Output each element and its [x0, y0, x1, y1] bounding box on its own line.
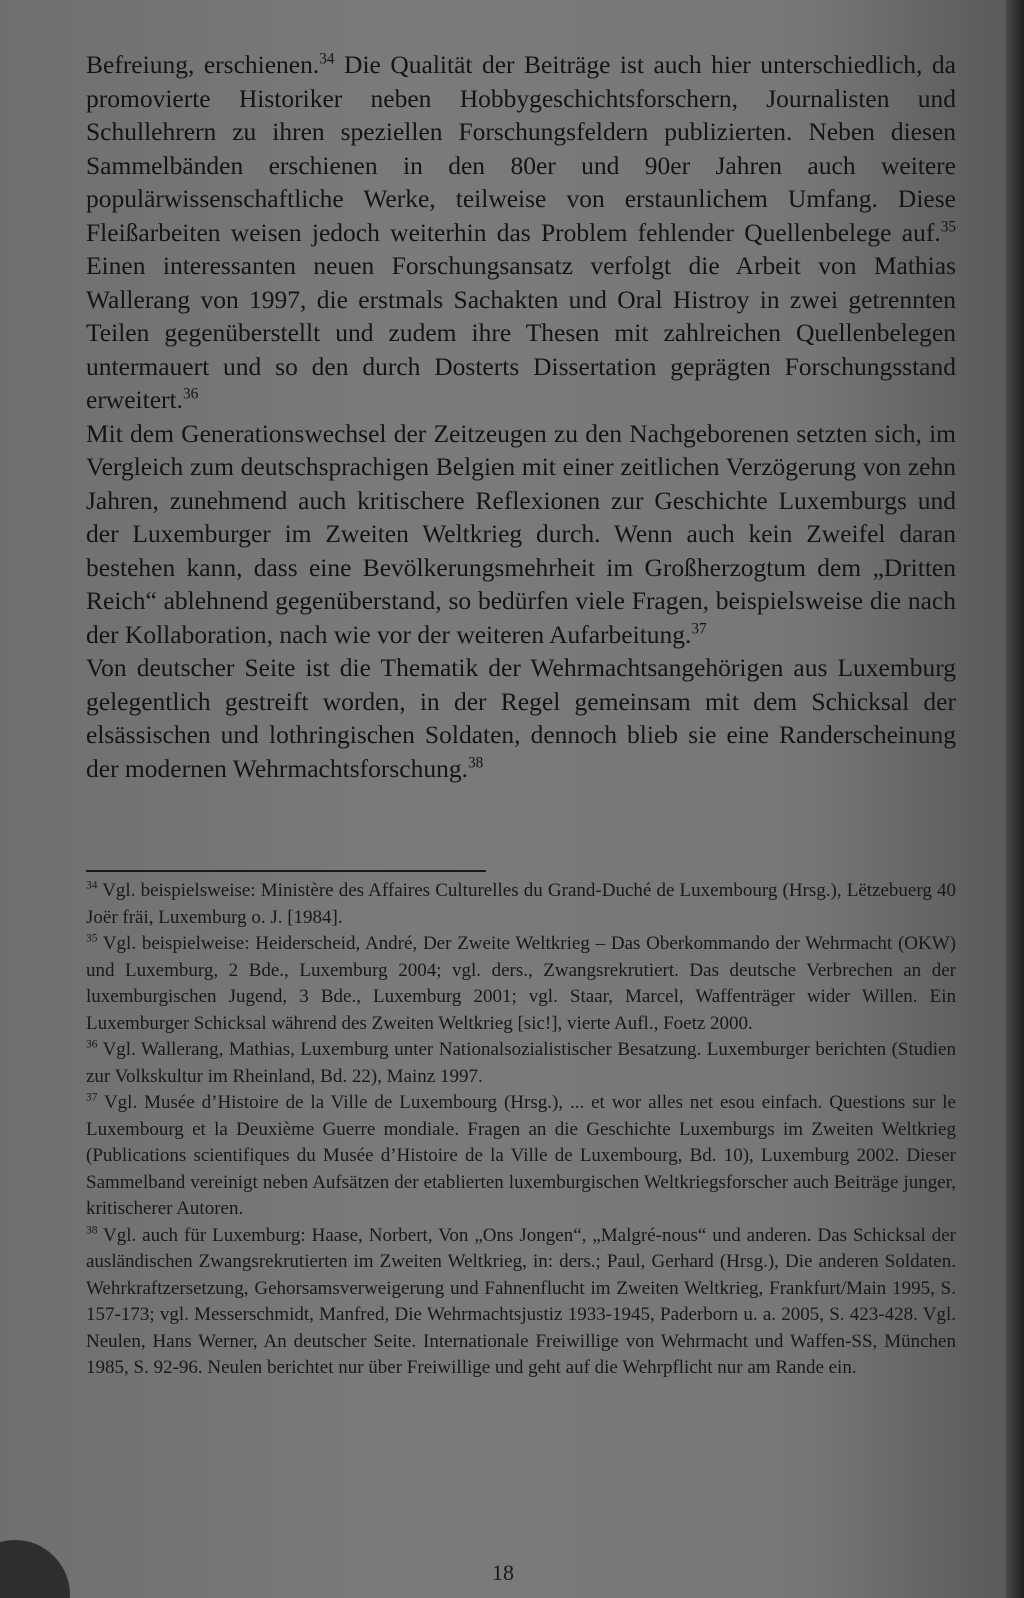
paragraph-text: Mit dem Generationswechsel der Zeitzeugen zu den Nachgeborenen setzten sich, im Vergleich zum deutschsprachigen Belgien mit einer zeitlichen Verzögerung von zehn Jahren, zunehmend auch kritischere Reflexionen zur Geschichte Luxemburgs und der Luxemburger im Zweiten Weltkrieg durch. Wenn auch kein Zweifel daran bestehen kann, dass eine Bevölkerungsmehrheit im Großherzogtum dem „Dritten Reich“ ablehnend gegenüberstand, so bedürfen viele Fragen, beispielsweise die nach der Kollaboration, nach wie vor der weiteren Aufarbeitung.: [86, 418, 956, 649]
main-text: [86, 48, 956, 785]
footnote-37: [86, 1090, 956, 1223]
paragraph-text: Die Qualität der Beiträge ist auch hier unterschiedlich, da promovierte Historiker neben Hobbygeschichtsforschern, Journalisten und Schullehrern zu ihren speziellen Forschungsfeldern publizierten. Neben diesen Sammelbänden erschienen in den 80er und 90er Jahren auch weitere populärwissenschaftliche Werke, teilweise von erstaunlichem Umfang. Diese Fleißarbeiten weisen jedoch weiterhin das Problem fehlender Quellenbelege auf.: [86, 50, 956, 247]
footnote-text: Vgl. Musée d’Histoire de la Ville de Luxembourg (Hrsg.), ... et wor alles net esou einfach. Questions sur le Luxembourg et la Deuxième Guerre mondiale. Fragen an die Geschichte Luxemburgs im Zweiten Weltkrieg (Publications scientifiques du Musée d’Histoire de la Ville de Luxembourg, Bd. 10), Luxemburg 2002. Dieser Sammelband vereinigt neben Aufsätzen der etablierten luxemburgischen Weltkriegsforscher auch Beiträge junger, kritischerer Autoren.: [86, 1092, 956, 1219]
page-number: 18: [492, 1560, 514, 1585]
footnote-ref: 37: [691, 620, 707, 637]
footnotes: [86, 878, 956, 1382]
footnote-divider: [86, 870, 486, 872]
footnote-number: 37: [86, 1091, 98, 1104]
footnote-36: [86, 1037, 956, 1090]
paragraph-text: Einen interessanten neuen Forschungsansatz verfolgt die Arbeit von Mathias Wallerang von 1997, die erstmals Sachakten und Oral Histroy in zwei getrennten Teilen gegenüberstellt und zudem ihre Thesen mit zahlreichen Quellenbelegen untermauert und so den durch Dosterts Dissertation geprägten Forschungsstand erweitert.: [86, 251, 956, 414]
footnote-number: 35: [86, 932, 98, 945]
paragraph-1: [86, 48, 956, 417]
paragraph-text: Von deutscher Seite ist die Thematik der Wehrmachtsangehörigen aus Luxemburg gelegentlich gestreift worden, in der Regel gemeinsam mit dem Schicksal der elsässischen und lothringischen Soldaten, dennoch blieb sie eine Randerscheinung der modernen Wehrmachtsforschung.: [86, 653, 956, 783]
footnote-number: 36: [86, 1038, 98, 1051]
footnote-ref: 35: [940, 218, 956, 235]
footnote-number: 34: [86, 879, 98, 892]
footnote-text: Vgl. auch für Luxemburg: Haase, Norbert, Von „Ons Jongen“, „Malgré-nous“ und anderen. Das Schicksal der ausländischen Zwangsrekrutierten im Zweiten Weltkrieg, in: ders.; Paul, Gerhard (Hrsg.), Die anderen Soldaten. Wehrkraftzersetzung, Gehorsamsverweigerung und Fahnenflucht im Zweiten Weltkrieg, Frankfurt/Main 1995, S. 157-173; vgl. Messerschmidt, Manfred, Die Wehrmachtsjustiz 1933-1945, Paderborn u. a. 2005, S. 423-428. Vgl. Neulen, Hans Werner, An deutscher Seite. Internationale Freiwillige von Wehrmacht und Waffen-SS, München 1985, S. 92-96. Neulen berichtet nur über Freiwillige und geht auf die Wehrpflicht nur am Rande ein.: [86, 1224, 956, 1378]
paragraph-2: [86, 417, 956, 652]
footnote-ref: 34: [319, 50, 335, 68]
footnote-number: 38: [86, 1224, 98, 1237]
footnote-38: [86, 1223, 956, 1382]
footnote-35: [86, 931, 956, 1037]
footnote-ref: 36: [182, 385, 199, 403]
book-gutter-shadow: [1006, 0, 1024, 1598]
footnote-text: Vgl. beispielsweise: Ministère des Affaires Culturelles du Grand-Duché de Luxembourg (Hrsg.), Lëtzebuerg 40 Joër fräi, Luxemburg o. J. [1984].: [86, 880, 956, 928]
footnote-34: [86, 878, 956, 931]
paragraph-text: Befreiung, erschienen.: [86, 50, 320, 79]
corner-shadow: [0, 1540, 70, 1598]
footnote-ref: 38: [467, 754, 484, 771]
footnote-text: Vgl. Wallerang, Mathias, Luxemburg unter Nationalsozialistischer Besatzung. Luxemburger berichten (Studien zur Volkskultur im Rheinland, Bd. 22), Mainz 1997.: [86, 1039, 956, 1087]
paragraph-3: [86, 651, 956, 785]
footnote-text: Vgl. beispielweise: Heiderscheid, André, Der Zweite Weltkrieg – Das Oberkommando der Wehrmacht (OKW) und Luxemburg, 2 Bde., Luxemburg 2004; vgl. ders., Zwangsrekrutiert. Das deutsche Verbrechen an der luxemburgischen Jugend, 3 Bde., Luxemburg 2001; vgl. Staar, Marcel, Waffenträger wider Willen. Ein Luxemburger Schicksal während des Zweiten Weltkrieg [sic!], vierte Aufl., Foetz 2000.: [86, 933, 956, 1034]
